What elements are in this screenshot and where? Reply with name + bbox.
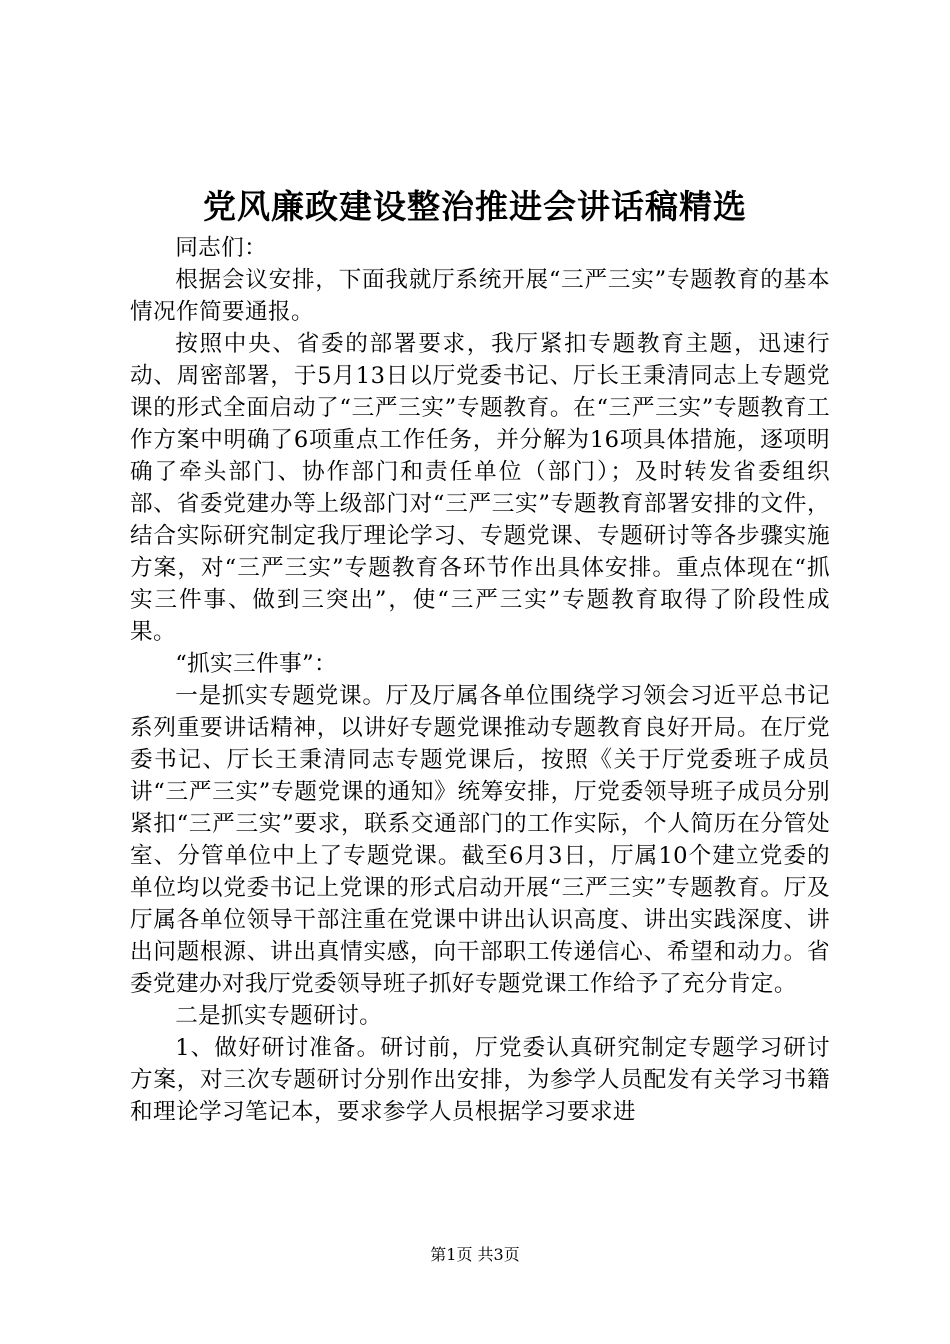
section-heading: 二是抓实专题研讨。 [175,1003,383,1029]
page-number-footer: 第1页 共3页 [430,1245,520,1264]
body-paragraph: 一是抓实专题党课。厅及厅属各单位围绕学习领会习近平总书记系列重要讲话精神，以讲好专题党课推动专题教育良好开局。在厅党委书记、厅长王秉清同志专题党课后，按照《关于厅党委班子成员讲“三严三实”专题党课的通知》统筹安排，厅党委领导班子成员分别紧扣“三严三实”要求，联系交通部门的工作实际，个人简历在分管处室、分管单位中上了专题党课。截至6月3日，厅属10个建立党委的单位均以党委书记上党课的形式启动开展“三严三实”专题教育。厅及厅属各单位领导干部注重在党课中讲出认识高度、讲出实践深度、讲出问题根源、讲出真情实感，向干部职工传递信心、希望和动力。省委党建办对我厅党委领导班子抓好专题党课工作给予了充分肯定。 [130,683,830,997]
body-paragraph: 1、做好研讨准备。研讨前，厅党委认真研究制定专题学习研讨方案，对三次专题研讨分别作出安排，为参学人员配发有关学习书籍和理论学习笔记本，要求参学人员根据学习要求进 [130,1035,830,1125]
section-heading: “抓实三件事”： [175,651,338,677]
document-body [130,232,830,1128]
body-paragraph: 按照中央、省委的部署要求，我厅紧扣专题教育主题，迅速行动、周密部署，于5月13日以厅党委书记、厅长王秉清同志上专题党课的形式全面启动了“三严三实”专题教育。在“三严三实”专题教育工作方案中明确了6项重点工作任务，并分解为16项具体措施，逐项明确了牵头部门、协作部门和责任单位（部门）；及时转发省委组织部、省委党建办等上级部门对“三严三实”专题教育部署安排的文件，结合实际研究制定我厅理论学习、专题党课、专题研讨等各步骤实施方案，对“三严三实”专题教育各环节作出具体安排。重点体现在“抓实三件事、做到三突出”，使“三严三实”专题教育取得了阶段性成果。 [130,331,830,645]
body-paragraph: 根据会议安排，下面我就厅系统开展“三严三实”专题教育的基本情况作简要通报。 [130,267,830,325]
greeting-paragraph: 同志们： [175,235,268,261]
page-title: 党风廉政建设整治推进会讲话稿精选 [203,187,747,226]
